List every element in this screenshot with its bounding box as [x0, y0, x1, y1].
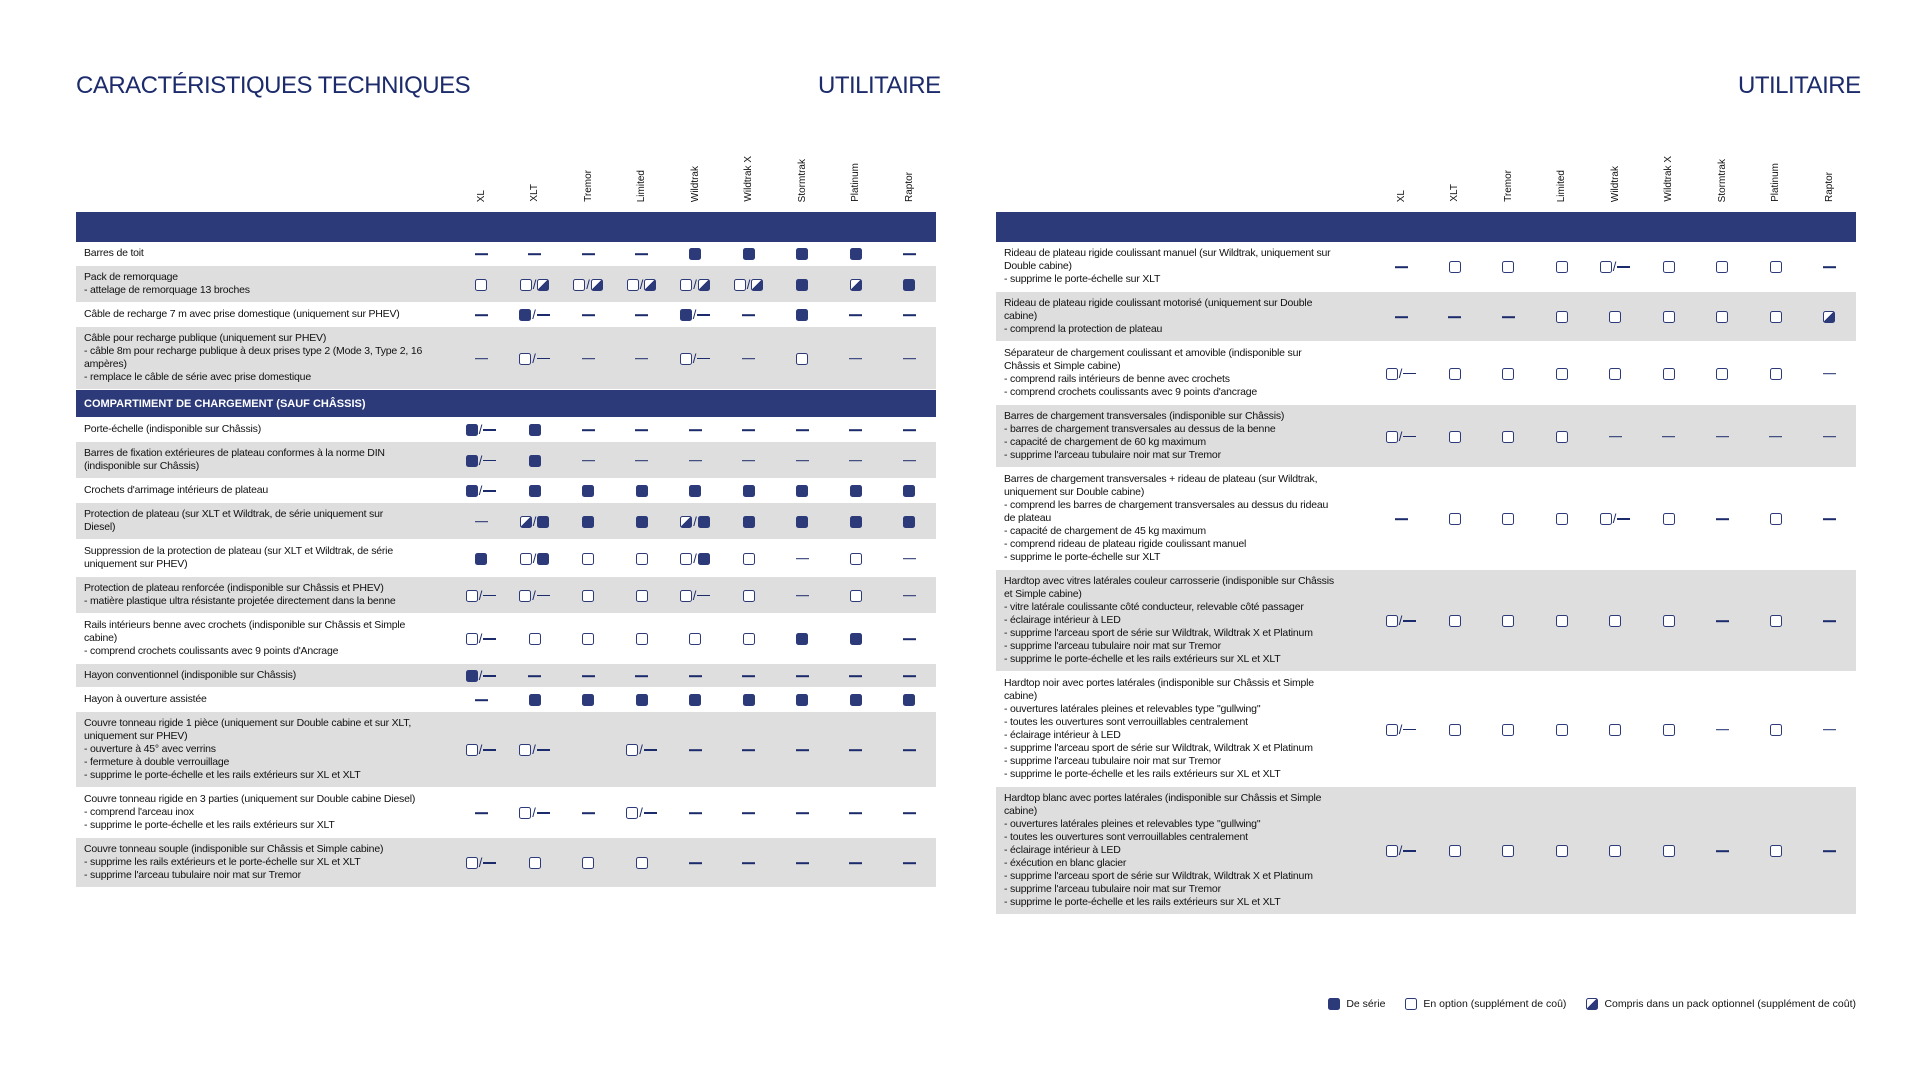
column-header-label: Stormtrak: [796, 158, 808, 202]
slash-separator: /: [532, 587, 536, 603]
slash-separator: /: [693, 550, 697, 566]
feature-label: Barres de toit: [84, 247, 144, 259]
right-spec-table: [996, 140, 1856, 915]
pack-square-icon: [1586, 998, 1598, 1010]
feature-label: Couvre tonneau rigide en 3 parties (uniquement sur Double cabine Diesel) - comprend l'arceau inox - supprime le porte-échelle et les rails extérieurs sur XLT: [84, 793, 416, 831]
legend: [1328, 998, 1856, 1010]
feature-label: Barres de fixation extérieures de plateau conformes à la norme DIN (indisponible sur Châssis): [84, 447, 385, 472]
feature-label: Séparateur de chargement coulissant et amovible (indisponible sur Châssis et Simple cabine) - comprend rails intérieurs de benne avec crochets - comprend crochets coulissants avec 9 points d'ancrage: [1004, 347, 1302, 398]
section-header-cargo: [76, 390, 936, 418]
table-row: [996, 292, 1856, 342]
slash-separator: /: [478, 668, 483, 683]
slash-separator: /: [532, 742, 536, 757]
right-column-headers: [996, 140, 1856, 206]
table-row: [76, 577, 936, 614]
table-row: [76, 266, 936, 303]
feature-label: Couvre tonneau rigide 1 pièce (uniquement sur Double cabine et sur XLT, uniquement sur PHEV) - ouverture à 45° avec verrins - fermeture à double verrouillage - supprime le porte-échelle et les rails extérieurs sur XL et XLT: [84, 717, 412, 781]
column-header-label: Limited: [636, 169, 647, 202]
feature-label: Hardtop avec vitres latérales couleur carrosserie (indisponible sur Châssis et Simple cabine) - vitre latérale coulissante côté conducteur, relevable côté passager - éclairage intérieur à LED - supprime l'arceau sport de série sur Wildtrak, Wildtrak X et Platinum - supprime l'arceau tubulaire noir mat sur Tremor - supprime le porte-échelle et les rails extérieurs sur XL et XLT: [1004, 575, 1334, 665]
legend-standard: [1328, 998, 1385, 1010]
table-row: [76, 838, 936, 888]
slash-separator: /: [532, 805, 536, 820]
slash-separator: /: [692, 307, 697, 322]
feature-label: Rails intérieurs benne avec crochets (indisponible sur Châssis et Simple cabine) - comprend crochets coulissants avec 9 points d'Ancrage: [84, 619, 406, 657]
column-header: [1749, 138, 1803, 202]
column-header-label: XL: [1395, 189, 1407, 202]
slash-separator: /: [746, 276, 751, 292]
slash-separator: /: [478, 422, 483, 437]
column-header: [1374, 138, 1428, 202]
table-row: [76, 614, 936, 664]
table-row: [76, 479, 936, 503]
column-header-label: XLT: [1449, 184, 1460, 202]
table-row: [76, 418, 936, 442]
table-row: [996, 405, 1856, 468]
feature-label: Hayon conventionnel (indisponible sur Châssis): [84, 669, 297, 681]
slash-separator: /: [1398, 843, 1403, 858]
left-category-title: UTILITAIRE: [818, 72, 941, 99]
column-header: [882, 138, 936, 202]
slash-separator: /: [1612, 511, 1617, 526]
feature-label: Crochets d'arrimage intérieurs de plateau: [84, 484, 269, 496]
column-header-label: Tremor: [582, 170, 594, 202]
slash-separator: /: [478, 855, 483, 870]
slash-separator: /: [1398, 428, 1403, 444]
feature-label: Suppression de la protection de plateau (sur XLT et Wildtrak, de série uniquement sur PHEV): [84, 545, 393, 570]
slash-separator: /: [692, 587, 697, 603]
column-header: [668, 138, 722, 202]
column-header: [1642, 138, 1696, 202]
feature-label: Câble pour recharge publique (uniquement sur PHEV) - câble 8m pour recharge publique à deux prises type 2 (Mode 3, Type 2, 16 ampères) - remplace le câble de série avec prise domestique: [84, 332, 423, 383]
table-row: [996, 787, 1856, 915]
column-header-label: Wildtrak X: [743, 156, 754, 202]
table-row: [996, 342, 1856, 405]
slash-separator: /: [478, 483, 483, 498]
slash-separator: /: [478, 587, 483, 603]
slash-separator: /: [1398, 613, 1403, 628]
column-header-label: Raptor: [1823, 171, 1835, 202]
table-row: [996, 468, 1856, 570]
table-row: [76, 442, 936, 479]
table-row: [996, 672, 1856, 787]
slash-separator: /: [478, 742, 483, 757]
feature-label: Rideau de plateau rigide coulissant manuel (sur Wildtrak, uniquement sur Double cabine) - supprime le porte-échelle sur XLT: [1004, 247, 1331, 285]
left-header-band: [76, 212, 936, 242]
feature-label: Barres de chargement transversales (indisponible sur Châssis) - barres de chargement transversales au dessus de la benne - capacité de chargement de 60 kg maximum - supprime l'arceau tubulaire noir mat sur Tremor: [1004, 410, 1285, 461]
table-row: [76, 712, 936, 788]
legend-option-label: En option (supplément de coû): [1423, 998, 1567, 1010]
column-header-label: Wildtrak X: [1663, 156, 1674, 202]
section-title: COMPARTIMENT DE CHARGEMENT (SAUF CHÂSSIS): [84, 397, 366, 410]
column-header: [508, 138, 562, 202]
column-header: [829, 138, 883, 202]
column-header-label: XL: [475, 189, 487, 202]
table-row: [76, 540, 936, 577]
slash-separator: /: [532, 307, 536, 322]
right-category-title: UTILITAIRE: [1738, 72, 1861, 99]
slash-separator: /: [532, 350, 536, 366]
table-row: [76, 788, 936, 838]
legend-pack: [1586, 998, 1856, 1010]
standard-square-icon: [1328, 998, 1340, 1010]
column-header-label: Tremor: [1502, 170, 1514, 202]
table-row: [76, 303, 936, 327]
legend-pack-label: Compris dans un pack optionnel (supplément de coût): [1604, 998, 1856, 1010]
left-column-headers: [76, 140, 936, 206]
right-header-band: [996, 212, 1856, 242]
table-row: [76, 664, 936, 688]
slash-separator: /: [639, 805, 643, 820]
table-row: [76, 327, 936, 390]
slash-separator: /: [532, 276, 537, 292]
column-header: [1428, 138, 1482, 202]
feature-label: Câble de recharge 7 m avec prise domestique (uniquement sur PHEV): [84, 308, 400, 320]
column-header-label: Limited: [1556, 169, 1567, 202]
feature-label: Hayon à ouverture assistée: [84, 693, 207, 705]
column-header-label: Wildtrak: [689, 165, 701, 202]
slash-separator: /: [586, 276, 590, 292]
slash-separator: /: [1612, 259, 1617, 274]
column-header-label: Stormtrak: [1716, 158, 1728, 202]
legend-option: [1405, 998, 1566, 1010]
column-header: [1695, 138, 1749, 202]
table-row: [76, 242, 936, 266]
column-header-label: Wildtrak: [1609, 165, 1621, 202]
table-row: [996, 242, 1856, 292]
slash-separator: /: [478, 631, 483, 646]
slash-separator: /: [1398, 365, 1403, 381]
slash-separator: /: [639, 276, 644, 292]
column-header: [1588, 138, 1642, 202]
slash-separator: /: [693, 513, 697, 529]
column-header: [1481, 138, 1535, 202]
column-header: [1535, 138, 1589, 202]
column-header-label: Platinum: [1770, 163, 1781, 202]
slash-separator: /: [1398, 721, 1403, 737]
column-header: [722, 138, 776, 202]
slash-separator: /: [692, 350, 697, 366]
feature-label: Pack de remorquage - attelage de remorquage 13 broches: [84, 271, 250, 296]
column-header: [615, 138, 669, 202]
feature-label: Hardtop blanc avec portes latérales (indisponible sur Châssis et Simple cabine) - ouvertures latérales pleines et relevables type "gullwing" - toutes les ouvertures sont verrouillables centralement - éclairage intérieur à LED - éxécution en blanc glacier - supprime l'arceau sport de série sur Wildtrak, Wildtrak X et Platinum - supprime l'arceau tubulaire noir mat sur Tremor - supprime le porte-échelle et les rails extérieurs sur XL et XLT: [1004, 792, 1322, 908]
column-header-label: Platinum: [850, 163, 861, 202]
slash-separator: /: [639, 742, 643, 757]
option-square-icon: [1405, 998, 1417, 1010]
table-row: [76, 503, 936, 540]
column-header: [775, 138, 829, 202]
slash-separator: /: [532, 550, 537, 566]
slash-separator: /: [532, 513, 537, 529]
feature-label: Porte-échelle (indisponible sur Châssis): [84, 423, 262, 435]
column-header: [561, 138, 615, 202]
feature-label: Couvre tonneau souple (indisponible sur Châssis et Simple cabine) - supprime les rails extérieurs et le porte-échelle sur XL et XLT - supprime l'arceau tubulaire noir mat sur Tremor: [84, 843, 384, 881]
page-title: CARACTÉRISTIQUES TECHNIQUES: [76, 72, 471, 99]
feature-label: Protection de plateau renforcée (indisponible sur Châssis et PHEV) - matière plastique ultra résistante projetée directement dans la benne: [84, 582, 396, 607]
feature-label: Rideau de plateau rigide coulissant motorisé (uniquement sur Double cabine) - comprend la protection de plateau: [1004, 297, 1313, 335]
legend-standard-label: De série: [1346, 998, 1386, 1010]
feature-label: Protection de plateau (sur XLT et Wildtrak, de série uniquement sur Diesel): [84, 508, 384, 533]
feature-label: Hardtop noir avec portes latérales (indisponible sur Châssis et Simple cabine) - ouvertures latérales pleines et relevables type "gullwing" - toutes les ouvertures sont verrouillables centralement - éclairage intérieur à LED - supprime l'arceau sport de série sur Wildtrak, Wildtrak X et Platinum - supprime l'arceau tubulaire noir mat sur Tremor - supprime le porte-échelle et les rails extérieurs sur XL et XLT: [1004, 677, 1314, 780]
slash-separator: /: [478, 452, 483, 468]
table-row: [996, 570, 1856, 672]
column-header-label: Raptor: [903, 171, 915, 202]
column-header-label: XLT: [529, 184, 540, 202]
feature-label: Barres de chargement transversales + rideau de plateau (sur Wildtrak, uniquement sur Double cabine) - comprend les barres de chargement transversales au dessus du rideau de plateau - capacité de chargement de 45 kg maximum - comprend rideau de plateau rigide coulissant manuel - supprime le porte-échelle sur XLT: [1004, 473, 1329, 563]
table-row: [76, 688, 936, 712]
left-spec-table: [76, 140, 936, 888]
column-header: [454, 138, 508, 202]
slash-separator: /: [693, 276, 697, 292]
column-header: [1802, 138, 1856, 202]
